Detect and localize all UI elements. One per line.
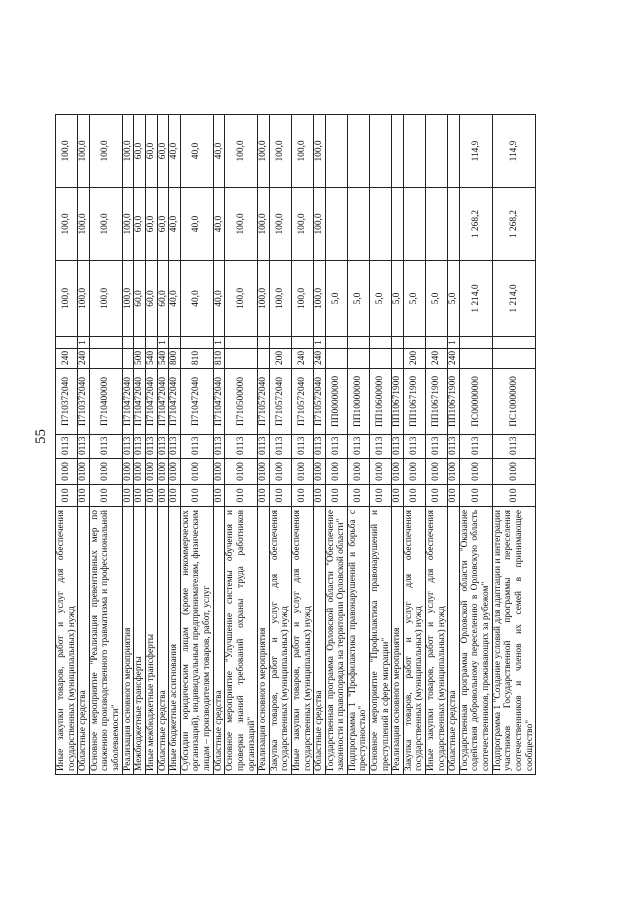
amount-year-3-cell: 40,0 [213,115,225,188]
table-row [459,115,492,775]
funding-source-cell [56,337,78,349]
section-code-cell: 0100 [169,459,181,485]
target-article-cell: П710472040 [157,369,169,435]
funding-source-cell [291,337,313,349]
ministry-code-cell: 010 [78,485,90,507]
amount-year-3-cell: 100,0 [56,115,78,188]
target-article-cell: ПП00000000 [325,369,347,435]
target-article-cell: ПП10671900 [426,369,448,435]
expense-type-cell: 240 [448,349,460,369]
subsection-code-cell: 0113 [426,435,448,459]
subsection-code-cell: 0113 [459,435,492,459]
ministry-code-cell: 010 [169,485,181,507]
amount-year-2-cell: 100,0 [56,188,78,261]
target-article-cell: П710472040 [169,369,181,435]
table-row [213,115,225,775]
section-code-cell: 0100 [370,459,392,485]
amount-year-2-cell: 100,0 [89,188,122,261]
target-article-cell: П710472040 [145,369,157,435]
amount-year-3-cell: 60,0 [157,115,169,188]
amount-year-3-cell [325,115,347,188]
amount-year-1-cell: 5,0 [426,261,448,337]
funding-source-cell [403,337,425,349]
section-code-cell: 0100 [459,459,492,485]
amount-year-3-cell: 100,0 [78,115,90,188]
amount-year-3-cell [448,115,460,188]
target-article-cell: П710372040 [56,369,78,435]
row-name-cell: Иные закупки товаров, работ и услуг для обеспечения государственных (муниципальных) нужд [291,507,313,775]
row-name-cell: Реализация основного мероприятия [392,507,404,775]
subsection-code-cell: 0113 [392,435,404,459]
table-row [122,115,134,775]
amount-year-2-cell: 100,0 [258,188,270,261]
table-row [89,115,122,775]
section-code-cell: 0100 [448,459,460,485]
row-name-cell: Подпрограмма 1 "Создание условий для адаптации и интеграции участников Государственной программы переселения соотечественников и членов их семей в принимающее сообщество" [492,507,535,775]
row-name-cell: Основное мероприятие "Реализация превентивных мер по снижению производственного травматизма и профессиональной заболеваемости" [89,507,122,775]
ministry-code-cell: 010 [89,485,122,507]
expense-type-cell: 500 [134,349,146,369]
expense-type-cell: 200 [269,349,291,369]
target-article-cell: П710500000 [225,369,258,435]
section-code-cell: 0100 [325,459,347,485]
amount-year-2-cell [392,188,404,261]
amount-year-2-cell: 40,0 [213,188,225,261]
target-article-cell: П710400000 [89,369,122,435]
section-code-cell: 0100 [269,459,291,485]
amount-year-3-cell: 100,0 [258,115,270,188]
table-row [403,115,425,775]
amount-year-3-cell [347,115,369,188]
section-code-cell: 0100 [134,459,146,485]
amount-year-3-cell: 100,0 [314,115,326,188]
ministry-code-cell: 010 [180,485,213,507]
amount-year-1-cell: 100,0 [78,261,90,337]
ministry-code-cell: 010 [291,485,313,507]
ministry-code-cell: 010 [448,485,460,507]
section-code-cell: 0100 [157,459,169,485]
amount-year-1-cell: 60,0 [145,261,157,337]
funding-source-cell [347,337,369,349]
funding-source-cell [180,337,213,349]
target-article-cell: П710472040 [134,369,146,435]
amount-year-1-cell: 40,0 [180,261,213,337]
amount-year-2-cell: 100,0 [314,188,326,261]
funding-source-cell: 1 [213,337,225,349]
row-name-cell: Основное мероприятие "Профилактика правонарушений и преступлений в сфере миграции" [370,507,392,775]
section-code-cell: 0100 [314,459,326,485]
target-article-cell: П710372040 [78,369,90,435]
amount-year-1-cell: 5,0 [325,261,347,337]
amount-year-3-cell [392,115,404,188]
ministry-code-cell: 010 [258,485,270,507]
ministry-code-cell: 010 [426,485,448,507]
row-name-cell: Реализация основного мероприятия [122,507,134,775]
ministry-code-cell: 010 [145,485,157,507]
amount-year-2-cell [403,188,425,261]
amount-year-1-cell: 5,0 [347,261,369,337]
row-name-cell: Областные средства [157,507,169,775]
ministry-code-cell: 010 [122,485,134,507]
ministry-code-cell: 010 [225,485,258,507]
row-name-cell: Иные межбюджетные трансферты [145,507,157,775]
subsection-code-cell: 0113 [291,435,313,459]
subsection-code-cell: 0113 [448,435,460,459]
ministry-code-cell: 010 [392,485,404,507]
row-name-cell: Межбюджетные трансферты [134,507,146,775]
table-row [426,115,448,775]
target-article-cell: ПП10671900 [448,369,460,435]
table-row [370,115,392,775]
amount-year-1-cell: 100,0 [56,261,78,337]
table-row [269,115,291,775]
amount-year-3-cell [426,115,448,188]
funding-source-cell [370,337,392,349]
funding-source-cell [225,337,258,349]
amount-year-2-cell [347,188,369,261]
funding-source-cell [269,337,291,349]
expense-type-cell [258,349,270,369]
funding-source-cell [89,337,122,349]
expense-type-cell: 810 [213,349,225,369]
target-article-cell: П710572040 [291,369,313,435]
table-row [258,115,270,775]
funding-source-cell [122,337,134,349]
amount-year-3-cell [403,115,425,188]
row-name-cell: Закупка товаров, работ и услуг для обеспечения государственных (муниципальных) нужд [403,507,425,775]
amount-year-3-cell: 100,0 [225,115,258,188]
ministry-code-cell: 010 [347,485,369,507]
row-name-cell: Иные закупки товаров, работ и услуг для обеспечения государственных (муниципальных) нужд [426,507,448,775]
funding-source-cell [169,337,181,349]
funding-source-cell [145,337,157,349]
amount-year-2-cell: 60,0 [134,188,146,261]
section-code-cell: 0100 [347,459,369,485]
table-row [56,115,78,775]
expense-type-cell [370,349,392,369]
table-row [291,115,313,775]
expense-type-cell [325,349,347,369]
amount-year-2-cell [448,188,460,261]
ministry-code-cell: 010 [269,485,291,507]
row-name-cell: Государственная программа Орловской области "Обеспечение законности и правопорядка на территории Орловской области" [325,507,347,775]
section-code-cell: 0100 [392,459,404,485]
ministry-code-cell: 010 [370,485,392,507]
amount-year-2-cell: 100,0 [269,188,291,261]
subsection-code-cell: 0113 [89,435,122,459]
expense-type-cell [459,349,492,369]
amount-year-2-cell: 100,0 [291,188,313,261]
subsection-code-cell: 0113 [157,435,169,459]
ministry-code-cell: 010 [325,485,347,507]
section-code-cell: 0100 [492,459,535,485]
table-row [392,115,404,775]
row-name-cell: Подпрограмма 1 "Профилактика правонарушений и борьба с преступностью" [347,507,369,775]
subsection-code-cell: 0113 [347,435,369,459]
target-article-cell: ПП10671900 [392,369,404,435]
subsection-code-cell: 0113 [169,435,181,459]
section-code-cell: 0100 [426,459,448,485]
funding-source-cell [258,337,270,349]
amount-year-1-cell: 60,0 [134,261,146,337]
table-row [225,115,258,775]
amount-year-1-cell: 1 214,0 [459,261,492,337]
section-code-cell: 0100 [89,459,122,485]
row-name-cell: Областные средства [78,507,90,775]
table-body [56,115,536,775]
section-code-cell: 0100 [56,459,78,485]
expense-type-cell [492,349,535,369]
amount-year-1-cell: 100,0 [258,261,270,337]
expense-type-cell [225,349,258,369]
subsection-code-cell: 0113 [78,435,90,459]
target-article-cell: П710472040 [122,369,134,435]
subsection-code-cell: 0113 [145,435,157,459]
subsection-code-cell: 0113 [403,435,425,459]
expense-type-cell: 240 [78,349,90,369]
expense-type-cell [347,349,369,369]
section-code-cell: 0100 [145,459,157,485]
page-number: 55 [33,429,49,444]
amount-year-2-cell: 100,0 [122,188,134,261]
amount-year-3-cell: 100,0 [269,115,291,188]
table-row [78,115,90,775]
ministry-code-cell: 010 [314,485,326,507]
amount-year-1-cell: 5,0 [403,261,425,337]
amount-year-1-cell: 100,0 [122,261,134,337]
subsection-code-cell: 0113 [370,435,392,459]
amount-year-3-cell: 60,0 [145,115,157,188]
subsection-code-cell: 0113 [492,435,535,459]
ministry-code-cell: 010 [492,485,535,507]
expense-type-cell: 800 [169,349,181,369]
amount-year-1-cell: 60,0 [157,261,169,337]
funding-source-cell: 1 [157,337,169,349]
row-name-cell: Иные закупки товаров, работ и услуг для обеспечения государственных (муниципальных) нужд [56,507,78,775]
subsection-code-cell: 0113 [258,435,270,459]
row-name-cell: Государственная программа Орловской области "Оказание содействия добровольному переселению в Орловскую область соотечественников, проживающих за рубежом" [459,507,492,775]
subsection-code-cell: 0113 [225,435,258,459]
subsection-code-cell: 0113 [180,435,213,459]
target-article-cell: ПС00000000 [459,369,492,435]
amount-year-2-cell: 60,0 [157,188,169,261]
ministry-code-cell: 010 [459,485,492,507]
funding-source-cell [392,337,404,349]
amount-year-1-cell: 100,0 [314,261,326,337]
target-article-cell: П710572040 [269,369,291,435]
expense-type-cell: 810 [180,349,213,369]
row-name-cell: Областные средства [314,507,326,775]
amount-year-1-cell: 40,0 [169,261,181,337]
amount-year-2-cell: 100,0 [225,188,258,261]
section-code-cell: 0100 [180,459,213,485]
expense-type-cell: 240 [291,349,313,369]
row-name-cell: Субсидии юридическим лицам (кроме некоммерческих организаций), индивидуальным предпринимателям, физическим лицам – производителям товаров, работ, услуг [180,507,213,775]
subsection-code-cell: 0113 [314,435,326,459]
amount-year-3-cell: 40,0 [169,115,181,188]
expense-type-cell: 540 [157,349,169,369]
table-row [448,115,460,775]
amount-year-3-cell: 100,0 [122,115,134,188]
amount-year-1-cell: 5,0 [448,261,460,337]
amount-year-3-cell: 100,0 [89,115,122,188]
amount-year-2-cell: 40,0 [169,188,181,261]
table-row [169,115,181,775]
section-code-cell: 0100 [225,459,258,485]
expense-type-cell: 240 [314,349,326,369]
amount-year-3-cell: 100,0 [291,115,313,188]
amount-year-3-cell: 60,0 [134,115,146,188]
amount-year-1-cell: 40,0 [213,261,225,337]
budget-table-container [55,115,587,775]
section-code-cell: 0100 [213,459,225,485]
ministry-code-cell: 010 [134,485,146,507]
subsection-code-cell: 0113 [134,435,146,459]
ministry-code-cell: 010 [56,485,78,507]
funding-source-cell [426,337,448,349]
target-article-cell: П710572040 [314,369,326,435]
section-code-cell: 0100 [122,459,134,485]
table-row [145,115,157,775]
amount-year-3-cell: 40,0 [180,115,213,188]
section-code-cell: 0100 [291,459,313,485]
target-article-cell: П710472040 [180,369,213,435]
funding-source-cell [492,337,535,349]
amount-year-2-cell: 1 268,2 [459,188,492,261]
amount-year-1-cell: 100,0 [225,261,258,337]
subsection-code-cell: 0113 [122,435,134,459]
amount-year-1-cell: 100,0 [291,261,313,337]
table-row [134,115,146,775]
amount-year-3-cell: 114,9 [492,115,535,188]
expense-type-cell [122,349,134,369]
row-name-cell: Реализация основного мероприятия [258,507,270,775]
table-row [347,115,369,775]
amount-year-2-cell [426,188,448,261]
expense-type-cell: 240 [56,349,78,369]
funding-source-cell [325,337,347,349]
amount-year-1-cell: 5,0 [392,261,404,337]
amount-year-2-cell: 60,0 [145,188,157,261]
budget-table [55,114,536,775]
expense-type-cell [89,349,122,369]
amount-year-1-cell: 1 214,0 [492,261,535,337]
subsection-code-cell: 0113 [56,435,78,459]
amount-year-2-cell: 100,0 [78,188,90,261]
amount-year-1-cell: 100,0 [89,261,122,337]
target-article-cell: ПП10671900 [403,369,425,435]
amount-year-3-cell [370,115,392,188]
ministry-code-cell: 010 [157,485,169,507]
target-article-cell: П710572040 [258,369,270,435]
table-row [157,115,169,775]
ministry-code-cell: 010 [403,485,425,507]
amount-year-1-cell: 5,0 [370,261,392,337]
section-code-cell: 0100 [258,459,270,485]
subsection-code-cell: 0113 [213,435,225,459]
expense-type-cell: 200 [403,349,425,369]
funding-source-cell [134,337,146,349]
amount-year-3-cell: 114,9 [459,115,492,188]
row-name-cell: Иные бюджетные ассигнования [169,507,181,775]
funding-source-cell: 1 [448,337,460,349]
table-row [492,115,535,775]
expense-type-cell: 540 [145,349,157,369]
expense-type-cell [392,349,404,369]
table-row [180,115,213,775]
subsection-code-cell: 0113 [269,435,291,459]
funding-source-cell [459,337,492,349]
amount-year-2-cell [370,188,392,261]
ministry-code-cell: 010 [213,485,225,507]
funding-source-cell: 1 [78,337,90,349]
subsection-code-cell: 0113 [325,435,347,459]
amount-year-1-cell: 100,0 [269,261,291,337]
section-code-cell: 0100 [78,459,90,485]
target-article-cell: ПП10600000 [370,369,392,435]
row-name-cell: Областные средства [213,507,225,775]
amount-year-2-cell: 1 268,2 [492,188,535,261]
row-name-cell: Закупка товаров, работ и услуг для обеспечения государственных (муниципальных) нужд [269,507,291,775]
target-article-cell: ПП10000000 [347,369,369,435]
funding-source-cell: 1 [314,337,326,349]
expense-type-cell: 240 [426,349,448,369]
row-name-cell: Основное мероприятие "Улучшение системы обучения и проверки знаний требований охраны труда работников организаций" [225,507,258,775]
amount-year-2-cell: 40,0 [180,188,213,261]
row-name-cell: Областные средства [448,507,460,775]
target-article-cell: ПС10000000 [492,369,535,435]
table-row [325,115,347,775]
amount-year-2-cell [325,188,347,261]
target-article-cell: П710472040 [213,369,225,435]
section-code-cell: 0100 [403,459,425,485]
table-row [314,115,326,775]
